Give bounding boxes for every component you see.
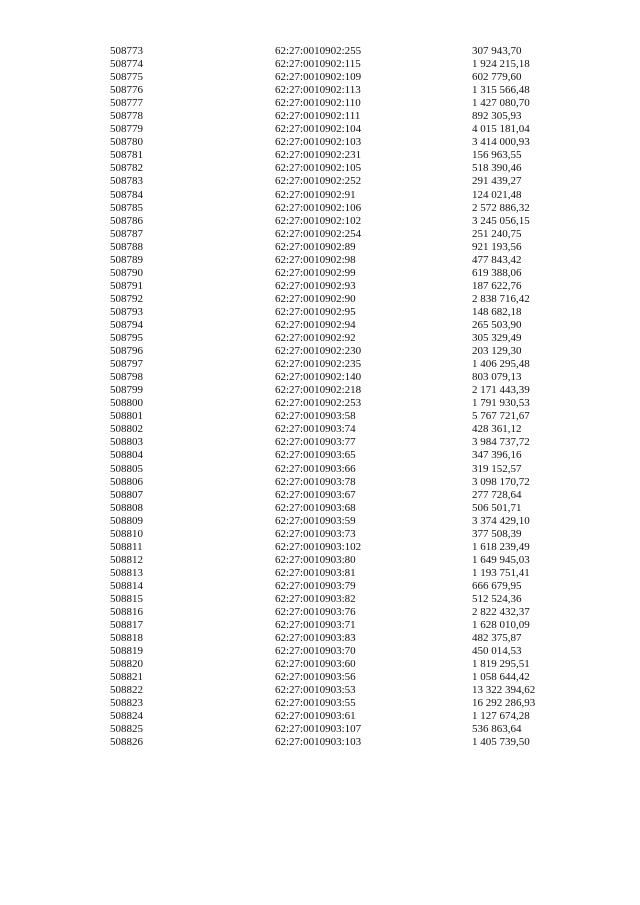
cadastral-number: 62:27:0010902:115 [275,58,361,71]
cadastral-value: 428 361,12 [472,423,522,436]
table-row [0,567,640,580]
table-row [0,410,640,423]
cadastral-value: 265 503,90 [472,318,522,331]
row-number: 508808 [110,501,143,514]
cadastral-value: 450 014,53 [472,645,522,658]
cadastral-number: 62:27:0010902:110 [275,97,361,110]
row-number: 508813 [110,566,143,579]
table-row [0,280,640,293]
cadastral-number: 62:27:0010902:140 [275,371,362,384]
cadastral-number: 62:27:0010903:74 [275,423,356,436]
cadastral-number: 62:27:0010903:76 [275,606,356,619]
row-number: 508799 [110,384,143,397]
cadastral-number: 62:27:0010902:255 [275,45,362,57]
cadastral-value: 1 618 239,49 [472,540,530,553]
cadastral-number: 62:27:0010903:81 [275,566,356,579]
table-row [0,123,640,136]
cadastral-number: 62:27:0010902:230 [275,345,362,358]
row-number: 508812 [110,553,143,566]
cadastral-value: 1 924 215,18 [472,58,530,71]
cadastral-value: 2 838 716,42 [472,292,530,305]
cadastral-number: 62:27:0010903:61 [275,710,356,723]
table-row [0,710,640,723]
table-row [0,658,640,671]
table-row [0,136,640,149]
cadastral-number: 62:27:0010903:107 [275,723,362,736]
row-number: 508789 [110,253,143,266]
row-number: 508804 [110,449,143,462]
row-number: 508800 [110,397,143,410]
table-row [0,202,640,215]
table-row [0,541,640,554]
table-row [0,436,640,449]
cadastral-number: 62:27:0010902:89 [275,240,356,253]
cadastral-number: 62:27:0010902:103 [275,136,362,149]
cadastral-value: 536 863,64 [472,723,522,736]
cadastral-number: 62:27:0010902:111 [275,110,361,123]
row-number: 508796 [110,345,143,358]
row-number: 508821 [110,671,143,684]
row-number: 508780 [110,136,143,149]
cadastral-value: 1 315 566,48 [472,84,530,97]
cadastral-number: 62:27:0010902:218 [275,384,362,397]
table-row [0,345,640,358]
cadastral-number: 62:27:0010902:105 [275,162,362,175]
table-row [0,723,640,736]
row-number: 508785 [110,201,143,214]
table-row [0,632,640,645]
row-number: 508777 [110,97,143,110]
table-row [0,71,640,84]
row-number: 508781 [110,149,143,162]
table-row [0,97,640,110]
row-number: 508823 [110,697,143,710]
cadastral-number: 62:27:0010902:98 [275,253,356,266]
cadastral-number: 62:27:0010902:104 [275,123,362,136]
table-row [0,593,640,606]
cadastral-value: 347 396,16 [472,449,522,462]
cadastral-value: 3 374 429,10 [472,514,530,527]
table-row [0,149,640,162]
cadastral-number: 62:27:0010902:254 [275,227,362,240]
row-number: 508820 [110,658,143,671]
cadastral-value: 506 501,71 [472,501,522,514]
table-row [0,619,640,632]
table-row [0,175,640,188]
cadastral-value: 3 098 170,72 [472,475,530,488]
cadastral-number: 62:27:0010903:103 [275,736,362,749]
row-number: 508817 [110,619,143,632]
cadastral-number: 62:27:0010903:70 [275,645,356,658]
table-row [0,423,640,436]
table-row [0,162,640,175]
table-row [0,697,640,710]
table-row [0,319,640,332]
cadastral-value: 2 572 886,32 [472,201,530,214]
cadastral-value: 892 305,93 [472,110,522,123]
table-row [0,384,640,397]
row-number: 508801 [110,410,143,423]
cadastral-value: 124 021,48 [472,188,522,201]
table-row [0,502,640,515]
cadastral-value: 1 819 295,51 [472,658,530,671]
cadastral-number: 62:27:0010902:109 [275,71,362,84]
row-number: 508778 [110,110,143,123]
table-row [0,554,640,567]
cadastral-number: 62:27:0010903:56 [275,671,356,684]
cadastral-value: 251 240,75 [472,227,522,240]
cadastral-value: 4 015 181,04 [472,123,530,136]
cadastral-value: 1 427 080,70 [472,97,530,110]
cadastral-value: 3 414 000,93 [472,136,530,149]
cadastral-number: 62:27:0010902:91 [275,188,356,201]
table-row [0,736,640,749]
table-row [0,358,640,371]
row-number: 508811 [110,540,143,553]
row-number: 508815 [110,592,143,605]
cadastral-value: 377 508,39 [472,527,522,540]
table-row [0,580,640,593]
cadastral-value: 319 152,57 [472,462,522,475]
row-number: 508825 [110,723,143,736]
row-number: 508786 [110,214,143,227]
row-number: 508809 [110,514,143,527]
cadastral-value: 13 322 394,62 [472,684,536,697]
table-row [0,254,640,267]
row-number: 508774 [110,58,143,71]
cadastral-value: 1 649 945,03 [472,553,530,566]
row-number: 508787 [110,227,143,240]
cadastral-number: 62:27:0010902:253 [275,397,362,410]
cadastral-value: 1 405 739,50 [472,736,530,749]
row-number: 508795 [110,332,143,345]
cadastral-value-table [0,45,640,750]
cadastral-number: 62:27:0010902:113 [275,84,361,97]
cadastral-number: 62:27:0010903:67 [275,488,356,501]
cadastral-number: 62:27:0010902:92 [275,332,356,345]
cadastral-number: 62:27:0010902:93 [275,279,356,292]
cadastral-value: 156 963,55 [472,149,522,162]
table-row [0,463,640,476]
row-number: 508775 [110,71,143,84]
row-number: 508816 [110,606,143,619]
cadastral-value: 1 628 010,09 [472,619,530,632]
cadastral-number: 62:27:0010902:106 [275,201,362,214]
table-row [0,241,640,254]
cadastral-value: 803 079,13 [472,371,522,384]
row-number: 508793 [110,305,143,318]
cadastral-number: 62:27:0010903:80 [275,553,356,566]
row-number: 508788 [110,240,143,253]
cadastral-value: 2 171 443,39 [472,384,530,397]
cadastral-number: 62:27:0010902:99 [275,266,356,279]
cadastral-value: 477 843,42 [472,253,522,266]
cadastral-number: 62:27:0010902:231 [275,149,362,162]
cadastral-value: 1 127 674,28 [472,710,530,723]
cadastral-value: 187 622,76 [472,279,522,292]
table-row [0,332,640,345]
cadastral-number: 62:27:0010903:77 [275,436,356,449]
row-number: 508802 [110,423,143,436]
row-number: 508822 [110,684,143,697]
cadastral-number: 62:27:0010903:71 [275,619,356,632]
cadastral-value: 307 943,70 [472,45,522,57]
cadastral-value: 602 779,60 [472,71,522,84]
row-number: 508814 [110,579,143,592]
row-number: 508824 [110,710,143,723]
table-row [0,645,640,658]
row-number: 508805 [110,462,143,475]
cadastral-value: 1 791 930,53 [472,397,530,410]
cadastral-number: 62:27:0010903:78 [275,475,356,488]
table-row [0,476,640,489]
row-number: 508806 [110,475,143,488]
cadastral-value: 1 193 751,41 [472,566,530,579]
cadastral-value: 2 822 432,37 [472,606,530,619]
table-row [0,528,640,541]
cadastral-value: 5 767 721,67 [472,410,530,423]
cadastral-value: 203 129,30 [472,345,522,358]
table-row [0,45,640,58]
row-number: 508807 [110,488,143,501]
cadastral-value: 3 245 056,15 [472,214,530,227]
cadastral-number: 62:27:0010903:55 [275,697,356,710]
table-row [0,684,640,697]
row-number: 508794 [110,318,143,331]
cadastral-value: 619 388,06 [472,266,522,279]
table-row [0,449,640,462]
row-number: 508791 [110,279,143,292]
cadastral-value: 1 058 644,42 [472,671,530,684]
cadastral-value: 518 390,46 [472,162,522,175]
row-number: 508782 [110,162,143,175]
cadastral-number: 62:27:0010903:102 [275,540,362,553]
cadastral-number: 62:27:0010903:53 [275,684,356,697]
cadastral-number: 62:27:0010903:73 [275,527,356,540]
row-number: 508810 [110,527,143,540]
cadastral-value: 291 439,27 [472,175,522,188]
cadastral-number: 62:27:0010903:65 [275,449,356,462]
row-number: 508784 [110,188,143,201]
table-row [0,84,640,97]
cadastral-number: 62:27:0010903:59 [275,514,356,527]
cadastral-value: 16 292 286,93 [472,697,536,710]
row-number: 508773 [110,45,143,57]
row-number: 508792 [110,292,143,305]
cadastral-value: 666 679,95 [472,579,522,592]
row-number: 508826 [110,736,143,749]
cadastral-number: 62:27:0010902:102 [275,214,362,227]
table-row [0,306,640,319]
row-number: 508798 [110,371,143,384]
row-number: 508779 [110,123,143,136]
cadastral-number: 62:27:0010903:79 [275,579,356,592]
cadastral-number: 62:27:0010902:90 [275,292,356,305]
table-row [0,671,640,684]
table-row [0,293,640,306]
table-row [0,267,640,280]
cadastral-value: 305 329,49 [472,332,522,345]
table-row [0,606,640,619]
cadastral-value: 1 406 295,48 [472,358,530,371]
cadastral-number: 62:27:0010903:82 [275,592,356,605]
cadastral-number: 62:27:0010902:94 [275,318,356,331]
table-row [0,397,640,410]
cadastral-number: 62:27:0010902:252 [275,175,362,188]
table-row [0,515,640,528]
row-number: 508797 [110,358,143,371]
table-row [0,58,640,71]
cadastral-number: 62:27:0010902:235 [275,358,362,371]
table-row [0,110,640,123]
cadastral-number: 62:27:0010903:60 [275,658,356,671]
cadastral-value: 148 682,18 [472,305,522,318]
table-row [0,489,640,502]
cadastral-number: 62:27:0010903:68 [275,501,356,514]
cadastral-number: 62:27:0010903:66 [275,462,356,475]
table-row [0,228,640,241]
row-number: 508819 [110,645,143,658]
cadastral-value: 482 375,87 [472,632,522,645]
row-number: 508790 [110,266,143,279]
cadastral-number: 62:27:0010903:58 [275,410,356,423]
table-row [0,215,640,228]
cadastral-value: 277 728,64 [472,488,522,501]
table-row [0,189,640,202]
cadastral-value: 921 193,56 [472,240,522,253]
cadastral-value: 3 984 737,72 [472,436,530,449]
table-row [0,371,640,384]
row-number: 508818 [110,632,143,645]
cadastral-number: 62:27:0010902:95 [275,305,356,318]
cadastral-number: 62:27:0010903:83 [275,632,356,645]
cadastral-value: 512 524,36 [472,592,522,605]
row-number: 508776 [110,84,143,97]
row-number: 508783 [110,175,143,188]
row-number: 508803 [110,436,143,449]
